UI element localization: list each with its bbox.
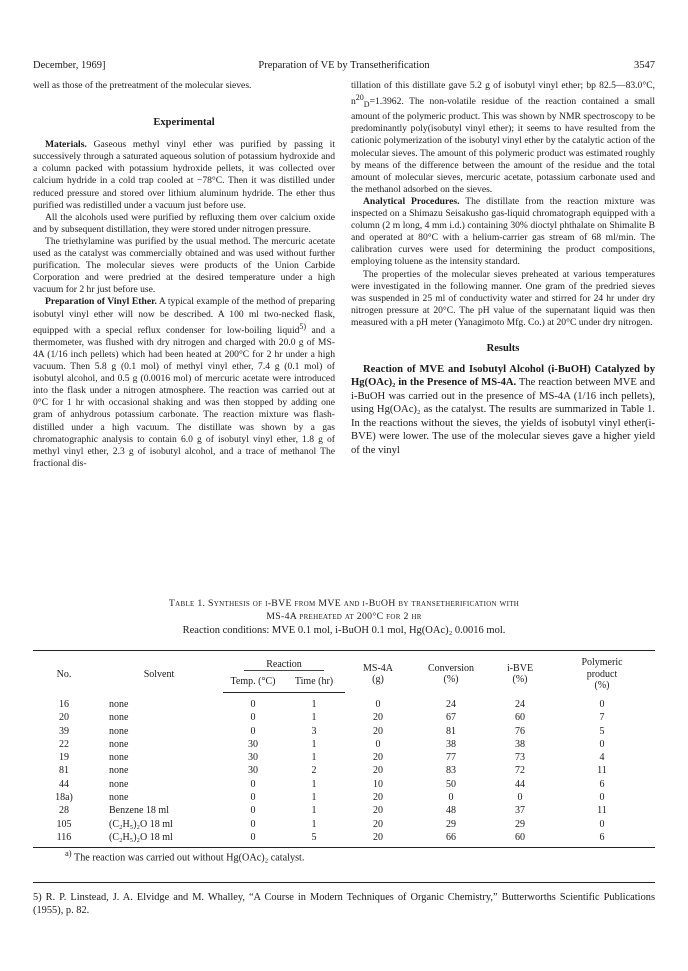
cell-time: 1: [311, 712, 317, 724]
cell-no: 81: [59, 765, 69, 777]
table-note: [65, 848, 304, 863]
table-body: [33, 693, 655, 848]
table-note-mark: a): [65, 848, 72, 858]
cell-temp: 30: [248, 752, 258, 764]
cell-solvent: none: [109, 752, 129, 764]
header-date: December, 1969]: [33, 60, 106, 71]
table-row: [33, 778, 655, 791]
materials-text: Gaseous methyl vinyl ether was purified by passing it successively through a saturated aqueous solution of potassium hydroxide and a column packed with potassium hydroxide pellets, it was collected over calcium hydride in a cold trap cooled at −78°C. Then it was distilled under reduced pressure and stored over lithium aluminum hydride. The ether thus purified was redistilled under a vacuum just before use.: [33, 139, 335, 211]
cell-temp: 30: [248, 738, 258, 750]
cell-temp: 0: [250, 699, 256, 710]
table-caption: [33, 597, 655, 623]
table-row: [33, 791, 655, 804]
cell-polymeric: 7: [599, 712, 605, 724]
cell-ms4a: 20: [345, 831, 411, 848]
cell-time: 1: [311, 778, 317, 790]
alcohols-paragraph: All the alcohols used were purified by refluxing them over calcium oxide and by subsequent distillation, they were stored under nitrogen pressure.: [33, 211, 335, 235]
cell-ms4a: 20: [373, 792, 383, 804]
cell-solvent: none: [109, 698, 129, 710]
materials-label: Materials.: [45, 139, 87, 151]
cell-temp: 0: [250, 725, 256, 737]
table-conditions: Reaction conditions: MVE 0.1 mol, i-BuOH 0.1 mol, Hg(OAc)₂ 0.0016 mol.: [182, 625, 506, 636]
table-row: [33, 818, 655, 831]
cell-temp: 0: [250, 792, 256, 804]
cell-solvent: none: [109, 778, 129, 790]
cell-ms4a: 20: [373, 805, 383, 817]
cell-ms4a: 0: [375, 738, 381, 750]
table-row: [33, 764, 655, 777]
cell-ibve: 44: [515, 778, 525, 790]
preparation-label: Preparation of Vinyl Ether.: [45, 296, 157, 308]
cell-no: 39: [59, 725, 69, 737]
table-row: [33, 711, 655, 724]
cell-solvent: none: [109, 738, 129, 750]
cell-ms4a: 20: [373, 752, 383, 764]
cell-temp: 0: [250, 778, 256, 790]
cell-ms4a: 20: [373, 712, 383, 724]
header-polymeric-unit: (%): [594, 680, 610, 691]
table-row: [33, 751, 655, 764]
header-title: Preparation of VE by Transetherification: [258, 60, 430, 71]
cell-conversion: 50: [446, 778, 456, 790]
table-row: [33, 738, 655, 751]
analytical-paragraph: [351, 196, 655, 269]
header-polymeric-label: Polymeric: [581, 657, 623, 668]
cell-ms4a: 20: [373, 818, 383, 830]
analytical-text: The distillate from the reaction mixture was inspected on a Shimazu Seisakusho gas-liquid chromatograph equipped with a column (2 m long, 4 mm i.d.) containing 30% dioctyl phthalate on Shimalite B and operated at 80°C with a helium-carrier gas stream of 68 ml/min. The calibration curves were used for determining the product compositions, employing toluene as the intensity standard.: [351, 195, 655, 268]
cell-no: 22: [59, 738, 69, 750]
table-note-text: The reaction was carried out without Hg(OAc)₂ catalyst.: [73, 852, 305, 864]
preparation-text-2: and a thermometer, was flushed with dry nitrogen and charged with 20.0 g of MS-4A (1/16 inch pellets) which had been heated at 200°C for 2 hr under a high vacuum. Then 5.8 g (0.1 mol) of methyl vinyl ether, 7.4 g (0.1 mol) of isobutyl alcohol, and 0.5 g (0.0016 mol) of mercuric acetate were introduced into the flask under a nitrogen atmosphere. The reaction was carried out at 0°C for 1 hr with occasional shaking and was then stopped by adding one gram of anhydrous potassium carbonate. The reaction mixture was flash-distilled under a high vacuum. The distillate was shown by a gas chromatographic analysis to contain 6.0 g of isobutyl vinyl ether, 1.8 g of methyl vinyl ether, 2.3 g of isobutyl alcohol, and a trace of methanol The fractional dis-: [33, 324, 335, 469]
header-ms4a-label: MS-4A: [362, 662, 393, 674]
cell-ibve: 73: [515, 752, 525, 764]
header-temp: Temp. (°C): [223, 674, 283, 693]
distillation-text-1: tillation of this distillate gave 5.2 g of isobutyl vinyl ether; bp 82.5—83.0°C, n: [351, 80, 655, 108]
cell-no: 18a): [55, 792, 73, 804]
header-ibve-label: i-BVE: [506, 662, 534, 674]
results-heading: Results: [486, 342, 520, 354]
cell-ibve: 76: [515, 725, 525, 737]
header-reaction: [223, 651, 345, 674]
cell-conversion: 38: [446, 738, 456, 750]
cell-polymeric: 5: [599, 725, 605, 737]
cell-time: 1: [311, 792, 317, 804]
table-caption-block: [33, 597, 655, 636]
cell-ms4a: 20: [373, 765, 383, 777]
table-row: [33, 831, 655, 848]
cell-conversion: 77: [446, 752, 456, 764]
preparation-text-1: A typical example of the method of preparing isobutyl vinyl ether will now be described. A 100 ml two-necked flask, equipped with a special reflux condenser for low-boiling liquid: [33, 296, 335, 336]
sieves-paragraph: The properties of the molecular sieves preheated at various temperatures were investigated in the following manner. One gram of the predried sieves was suspended in 25 ml of conductivity water and stirred for 24 hr under dry nitrogen pressure at 20°C. The pH value of the supernatant liquid was then measured with a pH meter (Yanagimoto Mfg. Co.) at 20°C under dry nitrogen.: [351, 268, 655, 328]
cell-polymeric: 0: [599, 818, 605, 830]
cell-polymeric: 11: [597, 765, 607, 777]
distillation-paragraph: [351, 80, 655, 196]
cell-polymeric: 6: [549, 831, 655, 848]
running-header: [33, 60, 655, 76]
reference-superscript: 5): [299, 321, 307, 331]
cell-conversion: 24: [446, 698, 456, 710]
cell-time: 1: [311, 805, 317, 817]
cell-ibve: 60: [515, 712, 525, 724]
table-caption-line-2: MS-4A preheated at 200°C for 2 hr: [266, 611, 422, 622]
table-row: [33, 725, 655, 738]
reaction-text: The reaction between MVE and i-BuOH was carried out in the presence of MS-4A (1/16 inch pellets), using Hg(OAc)₂ as the catalyst. The results are summarized in Table 1. In the reactions without the sieves, the yields of isobutyl vinyl ether(i-BVE) were lower. The use of the molecular sieves gave a higher yield of the vinyl: [351, 377, 656, 456]
table-caption-line-1: Table 1. Synthesis of i-BVE from MVE and i-BuOH by transetherification with: [168, 598, 520, 609]
cell-no: 105: [56, 818, 72, 830]
table-header-row-1: [33, 651, 655, 674]
cell-polymeric: 0: [599, 792, 605, 804]
cell-no: 28: [59, 805, 69, 817]
cell-conversion: 48: [446, 805, 456, 817]
cell-polymeric: 11: [597, 805, 607, 817]
cell-no: 16: [59, 698, 69, 710]
distillation-text-2: =1.3962. The non-volatile residue of the reaction contained a small amount of the polymeric product. This was shown by NMR spectroscopy to be predominantly poly(isobutyl vinyl ether); it seems to have resulted from the cationic polymerization of the isobutyl vinyl ether by the catalytic action of the molecular sieves. The amount of this polymeric product was estimated roughly by means of the difference between the amount of the residue and the total amount of molecular sieves, mercuric acetate, potassium carbonate used and the methanol adsorbed on the sieves.: [351, 96, 655, 195]
cell-time: 1: [311, 752, 317, 764]
results-table: [33, 650, 655, 848]
cell-polymeric: 6: [599, 778, 605, 790]
page-number: 3547: [634, 60, 655, 71]
cell-no: 44: [59, 778, 69, 790]
header-conversion: [411, 651, 491, 693]
cell-ms4a: 20: [373, 725, 383, 737]
header-no: No.: [33, 651, 95, 693]
cell-no: 116: [33, 831, 95, 848]
cell-ibve: 24: [515, 698, 525, 710]
reaction-label: Reaction of MVE and Isobutyl Alcohol (i-BuOH) Catalyzed by Hg(OAc)₂ in the Presence of MS-4A.: [351, 364, 655, 389]
cell-temp: 30: [248, 765, 258, 777]
cell-ibve: 37: [515, 805, 525, 817]
cell-conversion: 29: [446, 818, 456, 830]
cell-ibve: 0: [517, 792, 523, 804]
cell-solvent: (C₂H₅)₂O 18 ml: [109, 818, 173, 830]
intro-paragraph: well as those of the pretreatment of the molecular sieves.: [33, 80, 252, 91]
header-reaction-label: Reaction: [244, 659, 324, 672]
experimental-heading: Experimental: [153, 117, 215, 129]
cell-solvent: none: [109, 712, 129, 724]
header-conversion-label: Conversion: [427, 662, 475, 674]
header-ibve: [491, 651, 549, 693]
cell-conversion: 83: [446, 765, 456, 777]
left-column: [33, 80, 335, 470]
cell-time: 1: [311, 738, 317, 750]
header-polymeric: [549, 651, 655, 693]
cell-ms4a: 0: [375, 698, 381, 710]
cell-solvent: none: [109, 792, 129, 804]
cell-time: 2: [311, 765, 317, 777]
header-ms4a-unit: (g): [372, 674, 384, 686]
cell-solvent: none: [109, 725, 129, 737]
header-conversion-unit: (%): [443, 674, 459, 686]
cell-conversion: 0: [448, 792, 454, 804]
cell-ms4a: 10: [373, 778, 383, 790]
preparation-paragraph: [33, 296, 335, 470]
cell-no: 20: [59, 712, 69, 724]
table-row: [33, 804, 655, 817]
analytical-label: Analytical Procedures.: [363, 195, 460, 207]
cell-solvent: Benzene 18 ml: [109, 805, 169, 817]
cell-time: 5: [283, 831, 345, 848]
triethylamine-paragraph: The triethylamine was purified by the usual method. The mercuric acetate used as the catalyst was commercially obtained and was used without further purification. The molecular sieves were products of the Union Carbide Corporation and were predried at the desired temperature under a high vacuum for 2 hr just before use.: [33, 235, 335, 296]
right-column: [351, 80, 655, 457]
cell-time: 1: [311, 818, 317, 830]
cell-polymeric: 0: [599, 738, 605, 750]
materials-paragraph: [33, 139, 335, 212]
reaction-paragraph: [351, 363, 655, 457]
header-ms4a: [345, 651, 411, 693]
cell-solvent: (C₂H₅)₂O 18 ml: [95, 831, 223, 848]
cell-polymeric: 4: [599, 752, 605, 764]
cell-conversion: 81: [446, 725, 456, 737]
cell-solvent: none: [109, 765, 129, 777]
cell-no: 19: [59, 752, 69, 764]
header-ibve-unit: (%): [512, 674, 528, 686]
cell-temp: 0: [223, 831, 283, 848]
cell-conversion: 66: [411, 831, 491, 848]
cell-temp: 0: [250, 818, 256, 830]
cell-conversion: 67: [446, 712, 456, 724]
footnote: 5) R. P. Linstead, J. A. Elvidge and M. Whalley, “A Course in Modern Techniques of Organic Chemistry,” Butterworths Scientific Publications (1955), p. 82.: [33, 882, 655, 917]
header-solvent: Solvent: [95, 651, 223, 693]
header-polymeric-label-2: product: [586, 668, 618, 680]
cell-temp: 0: [250, 712, 256, 724]
cell-ibve: 29: [515, 818, 525, 830]
cell-polymeric: 0: [599, 698, 605, 710]
header-time: Time (hr): [283, 674, 345, 693]
refractive-line-subscript: D: [363, 100, 370, 110]
cell-ibve: 60: [491, 831, 549, 848]
cell-time: 3: [311, 725, 317, 737]
cell-temp: 0: [250, 805, 256, 817]
cell-time: 1: [311, 699, 317, 710]
refractive-temp-superscript: 20: [355, 93, 364, 103]
cell-ibve: 38: [515, 738, 525, 750]
cell-ibve: 72: [515, 765, 525, 777]
table-row: [33, 693, 655, 712]
